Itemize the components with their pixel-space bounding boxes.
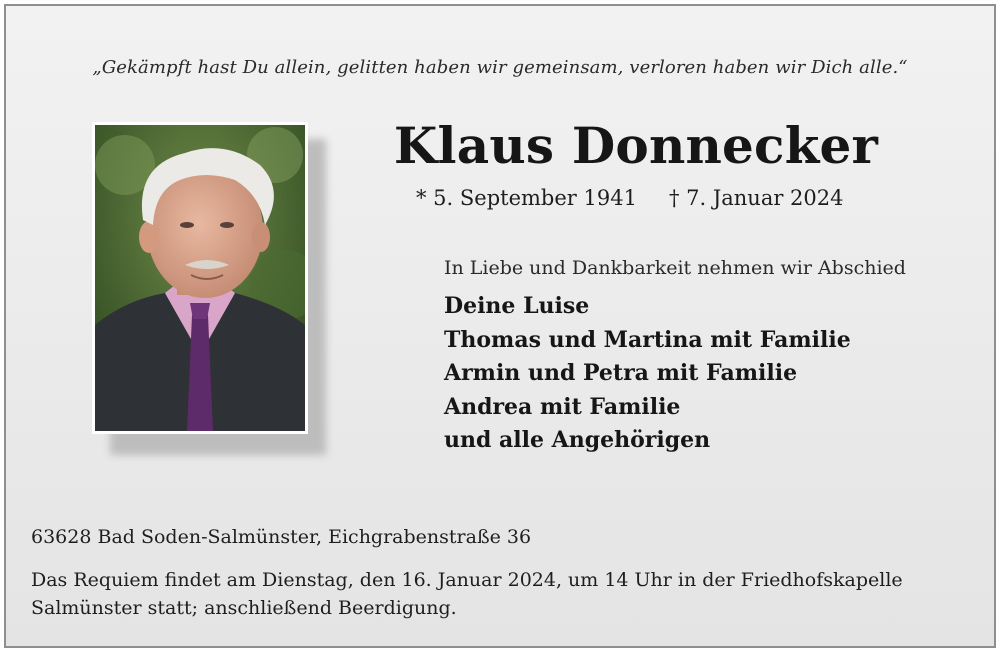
- mourner-item: Thomas und Martina mit Familie: [444, 326, 851, 353]
- mourner-item: Armin und Petra mit Familie: [444, 360, 798, 386]
- service-notice: Das Requiem findet am Dienstag, den 16. Januar 2024, um 14 Uhr in der Friedhofskapelle Salmünster statt; anschließend Beerdigung.: [31, 569, 903, 619]
- deceased-name: Klaus Donnecker: [393, 116, 879, 175]
- mourner-item: Andrea mit Familie: [444, 393, 681, 420]
- portrait-photo: [92, 122, 308, 434]
- mourner-item: und alle Angehörigen: [444, 427, 711, 453]
- life-dates: [416, 186, 844, 210]
- mourners-list: [444, 290, 851, 458]
- farewell-line: In Liebe und Dankbarkeit nehmen wir Abschied: [444, 257, 906, 279]
- obituary-card: [4, 4, 996, 648]
- portrait-illustration: [95, 125, 305, 431]
- mourner-item: Deine Luise: [444, 293, 590, 319]
- memorial-quote: „Gekämpft hast Du allein, gelitten haben wir gemeinsam, verloren haben wir Dich alle.“: [92, 57, 908, 78]
- birth-date: * 5. September 1941: [416, 186, 637, 210]
- death-date: † 7. Januar 2024: [668, 186, 844, 210]
- address-line: 63628 Bad Soden-Salmünster, Eichgrabenstraße 36: [31, 526, 532, 548]
